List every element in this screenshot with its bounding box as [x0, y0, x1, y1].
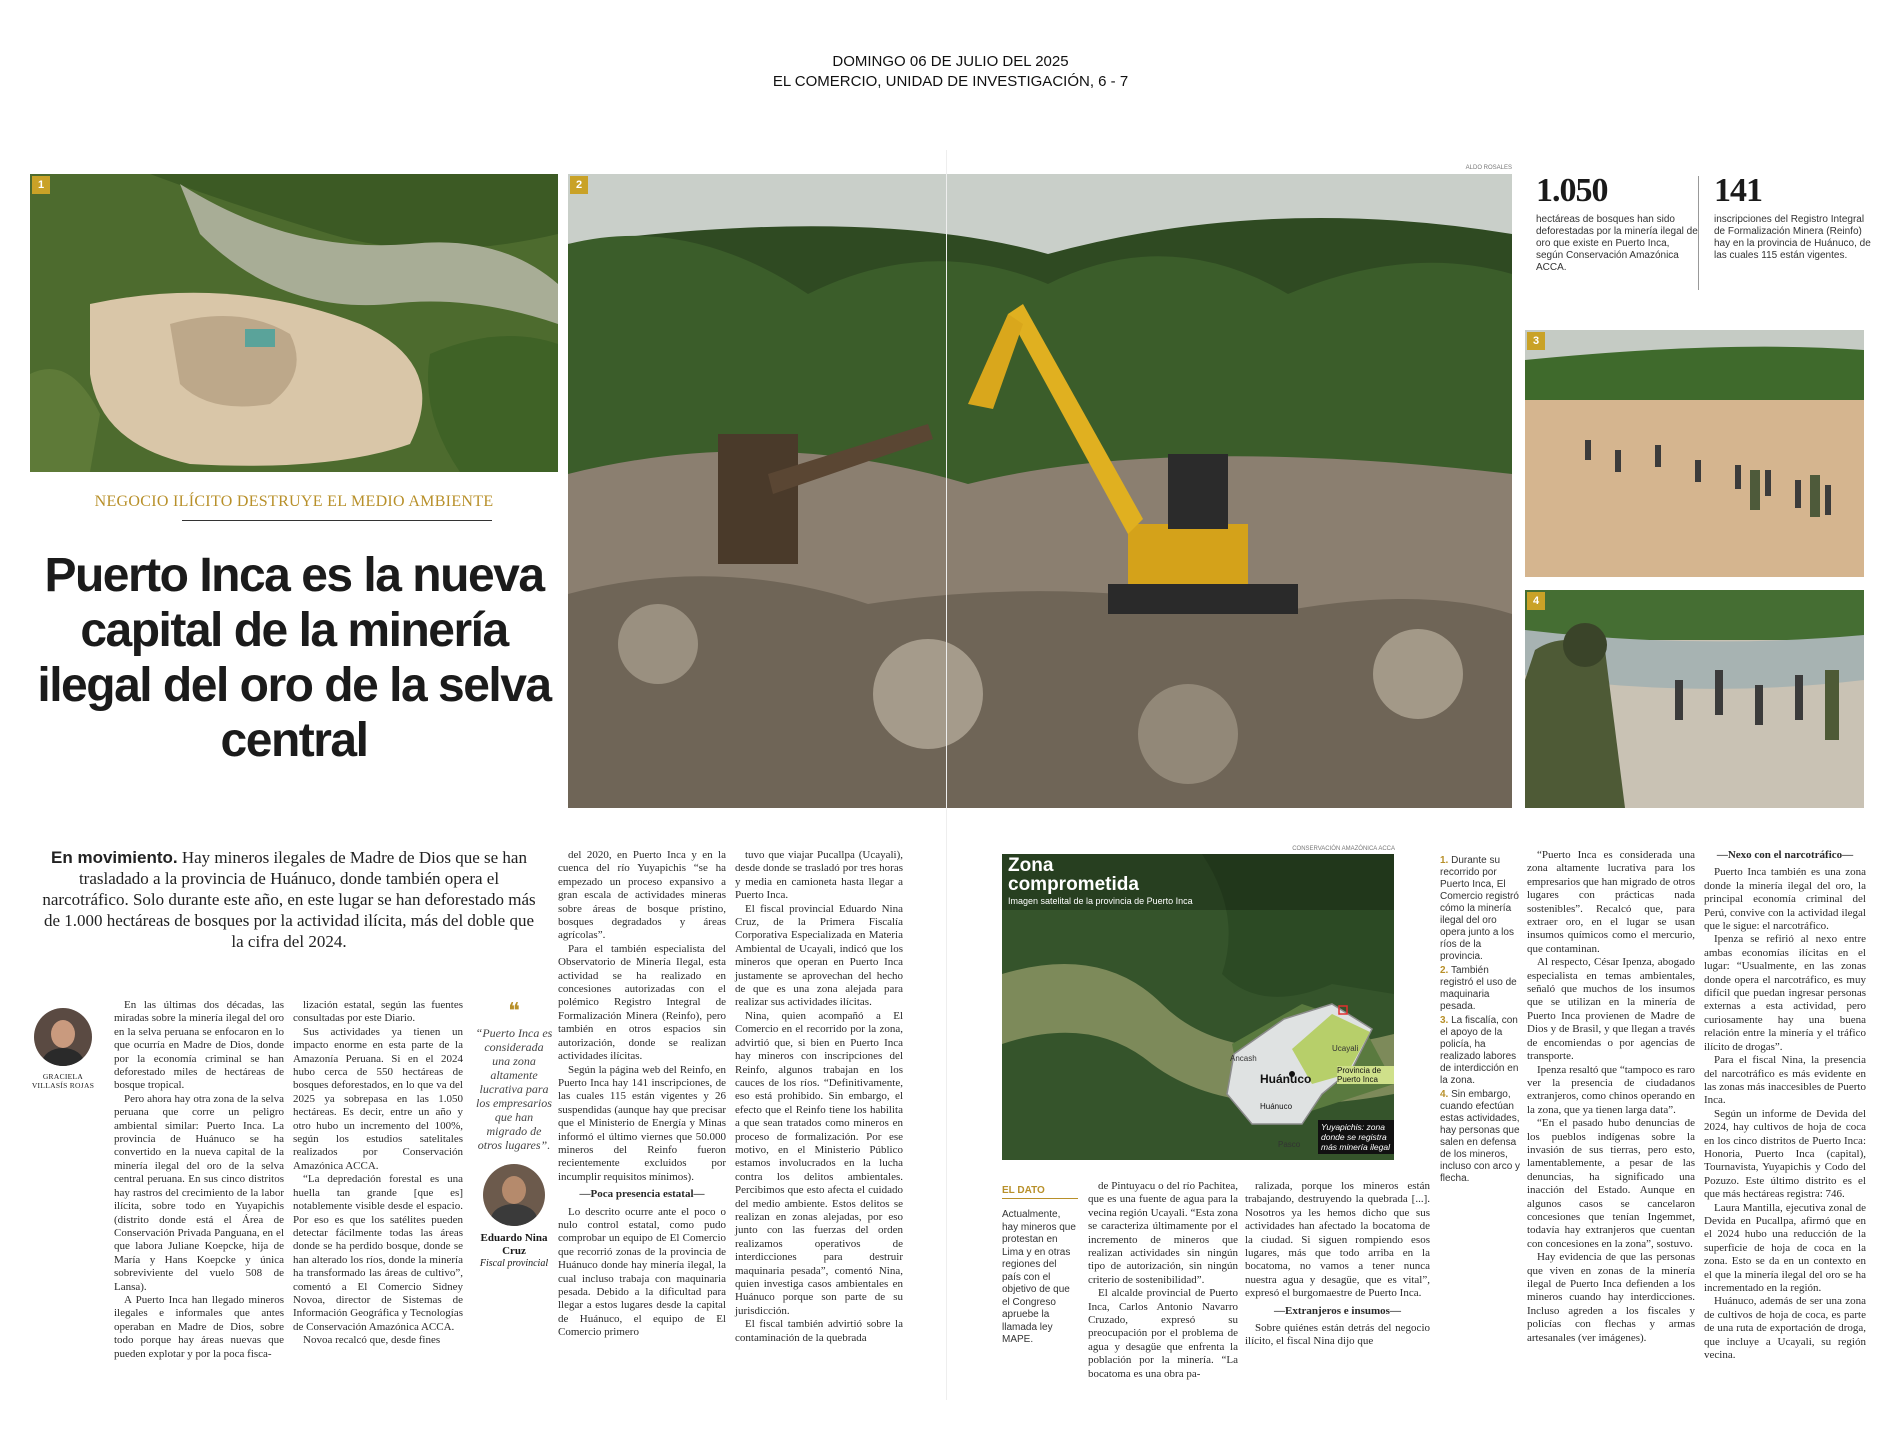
article-column-3: [558, 849, 726, 1340]
stat-hectares: [1536, 172, 1698, 274]
stat-reinfo: [1714, 172, 1872, 262]
caption-4: 4. Sin embargo, cuando efectúan estas actividades, hay personas que salen en defensa de los mineros, incluso con arco y flecha.: [1440, 1089, 1521, 1184]
map-label-ucayali: Ucayali: [1332, 1044, 1359, 1053]
lede: [40, 847, 538, 952]
headline: Puerto Inca es la nueva capital de la minería ilegal del oro de la selva central: [37, 549, 551, 767]
stat-number: 1.050: [1536, 172, 1608, 209]
map-callout: Yuyapichis: zona donde se registra más minería ilegal: [1318, 1120, 1394, 1154]
dato-text: Actualmente, hay mineros que protestan en Lima y en otras regiones del país con el objetivo de que el Congreso apruebe la llamada ley MAPE.: [1002, 1209, 1076, 1345]
paragraph: lización estatal, según las fuentes consultadas por este Diario.: [293, 999, 463, 1025]
stat-text: inscripciones del Registro Integral de Formalización Minera (Reinfo) hay en la provincia de Huánuco, de las cuales 115 están vigentes.: [1714, 214, 1871, 261]
caption-3: 3. La fiscalía, con el apoyo de la policía, ha realizado labores de interdicción en la zona.: [1440, 1015, 1519, 1086]
quote-role: Fiscal provincial: [479, 1258, 549, 1269]
page-header: [0, 52, 1901, 92]
photo-1-aerial-mine: [30, 174, 558, 472]
confrontation-image: [1525, 590, 1864, 808]
excavator-image: [568, 174, 1512, 808]
paragraph: “La depredación forestal es una huella tan grande [que es] notablemente visible desde el espacio. Por eso es que los satélites pueden detectar fácilmente todas las áreas donde se ha perdido bosque, donde se han alterado los ríos, donde la minería ha transformado las áreas de cultivo”, comentó a El Comercio Sidney Novoa, director de Sistemas de Información Geográfica y Tecnologías de Conservación Amazónica ACCA.: [293, 1173, 463, 1333]
paragraph: Según un informe de Devida del 2024, hay cultivos de hoja de coca en los cinco distritos de Puerto Inca: Honoria, Puerto Inca (capital), Tournavista, Yuyapichis y Codo del Pozuzo. Este último distrito es el que más hectáreas registra: 746.: [1704, 1107, 1866, 1201]
photo-credit: ALDO ROSALES: [1465, 165, 1512, 171]
dato-box: [1002, 1185, 1078, 1347]
paragraph: Ipenza se refirió al nexo entre ambas economías ilícitas en el lugar: “Usualmente, en las zonas donde opera el narcotráfico, es muy difícil que puedan ingresar personas externas a esta actividad, pero curiosamente hay una buena relación entre la minería y el tráfico ilícito de drogas”.: [1704, 933, 1866, 1053]
article-column-4: [735, 849, 903, 1345]
paragraph: Hay evidencia de que las personas que viven en zonas de la minería ilegal de Puerto Inca defienden a los mineros cuando hay interdicciones. Incluso agreden a los fiscales y policías con flechas y armas artesanales (ver imágenes).: [1527, 1251, 1695, 1344]
paragraph: de Pintuyacu o del río Pachitea, que es una fuente de agua para la vecina región Ucayali. “Esta zona se caracteriza últimamente por el incremento de mineros que realizan actividades sin ningún tipo de autorización, sin ningún criterio de sostenibilidad”.: [1088, 1180, 1238, 1286]
paragraph: Al respecto, César Ipenza, abogado especialista en temas ambientales, señaló que muchos de los insumos que se utilizan en la minería de Puerto Inca provienen de Madre de Dios y de Brasil, y que llegan a través de encomiendas o por agencias de transporte.: [1527, 956, 1695, 1063]
paragraph: Laura Mantilla, ejecutiva zonal de Devida en Pucallpa, afirmó que en el 2024 hubo una reducción de la superficie de hoja de coca en la zona. Esto se da en un contexto en el que la minería ilegal del oro se ha incrementado en la región.: [1704, 1201, 1866, 1294]
header-date: DOMINGO 06 DE JULIO DEL 2025: [832, 53, 1069, 70]
photo-captions: [1440, 855, 1524, 1185]
paragraph: tuvo que viajar Pucallpa (Ucayali), desde donde se trasladó por tres horas y media en camioneta hasta llegar a Puerto Inca.: [735, 849, 903, 902]
photo-number: 4: [1527, 592, 1545, 610]
photo-number: 1: [32, 176, 50, 194]
paragraph: El fiscal provincial Eduardo Nina Cruz, de la Primera Fiscalía Corporativa Especializada en Materia Ambiental de Ucayali, indicó que los mineros que operan en Puerto Inca justamente se aprovechan del hecho de que es una zona alejada para realizar sus actividades ilícitas.: [735, 902, 903, 1009]
stat-divider: [1698, 176, 1699, 290]
paragraph: Lo descrito ocurre ante el poco o nulo control estatal, como pudo comprobar un equipo de El Comercio que recorrió zonas de la provincia de Huánuco donde hay minería ilegal, la cual incluso trabaja con maquinaria pesada. Debido a la dificultad para llegar a estos lugares desde la capital de Huánuco, el equipo de El Comercio primero: [558, 1205, 726, 1339]
page-gutter: [946, 150, 947, 1400]
map-title: Zona comprometida: [1008, 855, 1139, 895]
paragraph: En las últimas dos décadas, las miradas sobre la minería ilegal del oro en la selva peruana se enfocaron en lo que ocurría en Madre de Dios, donde por la economía criminal se han deforestado miles de hectáreas de bosque tropical.: [114, 999, 284, 1092]
quote-name: Eduardo Nina Cruz: [480, 1232, 548, 1257]
subheading: —Poca presencia estatal—: [579, 1188, 705, 1201]
paragraph: Novoa recalcó que, desde fines: [303, 1334, 441, 1347]
author-avatar: [34, 1008, 92, 1066]
dato-label: EL DATO: [1002, 1185, 1078, 1199]
article-column-5: [1088, 1180, 1238, 1381]
photo-3-interdiction: [1525, 330, 1864, 577]
paragraph: Puerto Inca también es una zona donde la minería ilegal del oro, la principal economía criminal del Perú, convive con la actividad ilegal que le sigue: el narcotráfico.: [1704, 866, 1866, 933]
paragraph: “Puerto Inca es considerada una zona altamente lucrativa para los empresarios que han migrado de otros lugares con prácticas nada sostenibles”. Recalcó que, para extraer oro, en el lugar se usan insumos químicos como el mercurio, que contaminan.: [1527, 849, 1695, 955]
article-column-8: [1704, 849, 1866, 1362]
lede-lead: En movimiento.: [51, 848, 178, 867]
article-column-2: [293, 999, 463, 1348]
article-column-1: [114, 999, 284, 1361]
map-label-pasco: Pasco: [1278, 1140, 1301, 1149]
kicker: NEGOCIO ILÍCITO DESTRUYE EL MEDIO AMBIENTE: [94, 493, 494, 510]
caption-2: 2. También registró el uso de maquinaria pesada.: [1440, 965, 1517, 1012]
paragraph: ralizada, porque los mineros están trabajando, destruyendo la quebrada [...]. Nosotros ya les hemos dicho que sus actividades han afectado la bocatoma de la ciudad. Si siguen rompiendo esos lugares, más que todo arriba en la bocatoma, no vamos a tener nunca nuestra agua y desagüe, que es vital”, expresó el burgomaestre de Puerto Inca.: [1245, 1180, 1430, 1300]
photo-4-confrontation: [1525, 590, 1864, 808]
header-section: EL COMERCIO, UNIDAD DE INVESTIGACIÓN, 6 - 7: [772, 73, 1129, 90]
aerial-mine-image: [30, 174, 558, 472]
interdiction-image: [1525, 330, 1864, 577]
kicker-rule: [182, 520, 492, 521]
article-column-7: [1527, 849, 1695, 1345]
map-subtitle: Imagen satelital de la provincia de Puerto Inca: [1008, 896, 1193, 906]
paragraph: El alcalde provincial de Puerto Inca, Carlos Antonio Navarro Cruzado, expresó su preocupación por el problema de agua y desagüe que enfrenta la población por la minería. “La bocatoma es una obra pa-: [1088, 1287, 1238, 1380]
subheading: —Nexo con el narcotráfico—: [1716, 849, 1854, 861]
paragraph: Nina, quien acompañó a El Comercio en el recorrido por la zona, advirtió que, si bien en Puerto Inca hay mineros con inscripciones del Reinfo, algunos trabajan en los cauces de los ríos. “Definitivamente, eso está prohibido. Sin embargo, el efecto que el Reinfo tiene los habilita a que sean tratados como mineros en proceso de formalización. Por ese motivo, en el Ministerio Público estamos involucrados en la lucha contra los delitos ambientales. Percibimos que esto afecta el cuidado del medio ambiente. Estos delitos se realizan en zonas alejadas, por eso junto con las fuerzas del orden realizamos operativos de interdicciones para destruir maquinaria pesada”, comentó Nina, quien investiga casos ambientales en Huánuco porque son parte de su jurisdicción.: [735, 1009, 903, 1317]
paragraph: El fiscal también advirtió sobre la contaminación de la quebrada: [735, 1318, 903, 1344]
paragraph: “En el pasado hubo denuncias de los pueblos indígenas sobre la invasión de sus tierras, pero esto, lamentablemente, a pesar de las denuncias, ha significado una inacción del Estado. Aunque en algunos casos se cancelaron concesiones que tenían Ingemmet, todavía hay extranjeros que cuentan con concesiones en la zona”, sostuvo.: [1527, 1117, 1695, 1250]
paragraph: Huánuco, además de ser una zona de cultivos de hoja de coca, es parte de una ruta de exportación de droga, que incluye a Ucayali, su región vecina.: [1704, 1295, 1866, 1362]
paragraph: A Puerto Inca han llegado mineros ilegales e informales que antes operaban en Madre de Dios, sobre todo porque hay áreas nuevas que pueden explotar y por la poca fisca-: [114, 1293, 284, 1360]
photo-2-excavator: [568, 174, 1512, 808]
paragraph: Para el también especialista del Observatorio de Minería Ilegal, esta actividad se ha realizado en concesiones autorizadas con el polémico Registro Integral de Formalización Minera (Reinfo), pero también en otros espacios sin autorización, donde se realizan actividades ilícitas.: [558, 942, 726, 1063]
author-name: GRACIELA VILLASÍS ROJAS: [31, 1072, 95, 1090]
map-credit: CONSERVACIÓN AMAZÓNICA ACCA: [1292, 846, 1395, 852]
paragraph: Sobre quiénes están detrás del negocio ilícito, el fiscal Nina dijo que: [1245, 1322, 1430, 1348]
paragraph: Para el fiscal Nina, la presencia del narcotráfico es más evidente en las zonas más inaccesibles de Puerto Inca.: [1704, 1054, 1866, 1107]
pull-quote: [474, 1000, 554, 1270]
map-label-huanuco-region: Huánuco: [1260, 1072, 1312, 1086]
quote-photo: [483, 1164, 545, 1226]
stat-text: hectáreas de bosques han sido deforestadas por la minería ilegal de oro que existe en Puerto Inca, según Conservación Amazónica ACCA.: [1536, 214, 1698, 273]
paragraph: Según la página web del Reinfo, en Puerto Inca hay 141 inscripciones, de las cuales 115 están vigentes y 26 suspendidas (aunque hay que precisar que el Ministerio de Energía y Minas informó el último viernes que 50.000 mineros del Reinfo fueron recientemente excluidos por incumplir requisitos mínimos).: [558, 1063, 726, 1183]
quote-text: “Puerto Inca es considerada una zona altamente lucrativa para los empresarios que han migrado de otros lugares”.: [475, 1026, 553, 1152]
paragraph: del 2020, en Puerto Inca y en la cuenca del río Yuyapichis “se ha empezado un proceso expansivo a gran escala de actividades mineras sobre áreas de bosque prístino, bosques degradados y áreas agrícolas”.: [558, 849, 726, 942]
author-block: [30, 1008, 96, 1090]
paragraph: Pero ahora hay otra zona de la selva peruana que corre un peligro ambiental similar: Puerto Inca. La provincia de Huánuco se ha convertido en la nueva capital de la minería ilegal del oro de la selva central peruana. En sus cinco distritos hay rastros del crecimiento de la labor ilícita, sobre todo en Yuyapichis (distrito donde está el Área de Conservación Privada Panguana, en el que labora Juliane Koepcke, hija de María y Hans Koepcke y única sobreviviente del vuelo 508 de Lansa).: [114, 1092, 284, 1293]
paragraph: Ipenza resaltó que “tampoco es raro ver la presencia de ciudadanos extranjeros, como chinos operando en la zona, que ya tienen larga data”.: [1527, 1063, 1695, 1116]
subheading: —Extranjeros e insumos—: [1274, 1304, 1401, 1317]
map-label-ancash: Ancash: [1230, 1054, 1257, 1063]
map-label-huanuco-city: Huánuco: [1260, 1102, 1293, 1111]
stat-number: 141: [1714, 172, 1762, 209]
photo-number: 3: [1527, 332, 1545, 350]
article-column-6: [1245, 1180, 1430, 1349]
lede-text: Hay mineros ilegales de Madre de Dios que se han trasladado a la provincia de Huánuco, donde también opera el narcotráfico. Solo durante este año, en este lugar se han deforestado más de 1.000 hectáreas de bosques por la actividad ilícita, más del doble que la cifra del 2024.: [42, 848, 536, 951]
map-label-province: Provincia de Puerto Inca: [1337, 1066, 1394, 1084]
paragraph: Sus actividades ya tienen un impacto enorme en esta parte de la Amazonía Peruana. Si en el 2024 hubo cerca de 550 hectáreas de bosques deforestados, en lo que va del 2025 ya sobrepasa en las 1.050 hectáreas. Es decir, entre un año y otro hubo un incremento del 100%, según los estudios satelitales realizados por Conservación Amazónica ACCA.: [293, 1025, 463, 1172]
caption-1: 1. Durante su recorrido por Puerto Inca, El Comercio registró cómo la minería ilegal del oro opera junto a los ríos de la provincia.: [1440, 855, 1519, 962]
satellite-map: [1002, 854, 1394, 1160]
quote-mark-icon: ❝: [508, 998, 520, 1023]
photo-number: 2: [570, 176, 588, 194]
